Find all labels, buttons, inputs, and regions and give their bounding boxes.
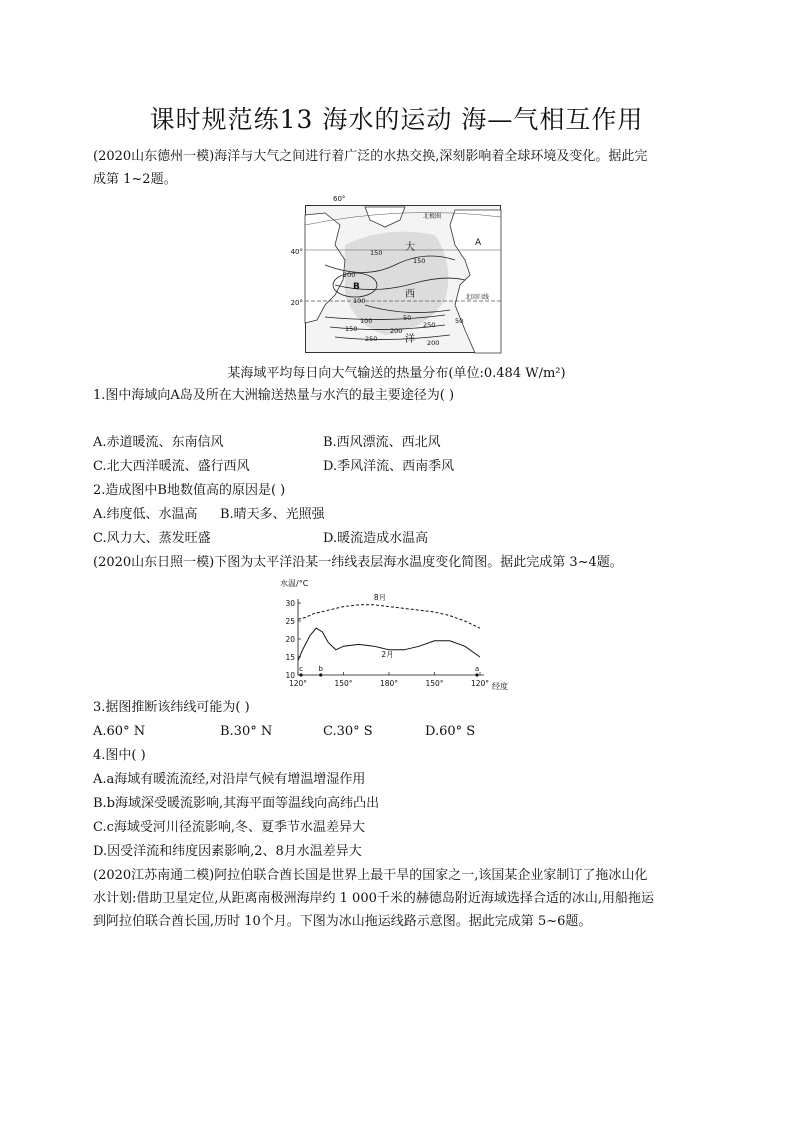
chart-x-tick-label: 120°	[288, 679, 308, 688]
chart-x-tick-label: 180°	[379, 679, 399, 688]
intro-3-line-2: 水计划:借助卫星定位,从距离南极洲海岸约 1 000千米的赫德岛附近海域选择合适的冰山,用船拖运	[93, 891, 654, 906]
intro-3-line-3: 到阿拉伯联合酋长国,历时 10个月。下图为冰山拖运线路示意图。据此完成第 5~6题。	[93, 914, 592, 929]
intro-1-line-1: (2020山东德州一模)海洋与大气之间进行着广泛的水热交换,深刻影响着全球环境及变化。据此完	[93, 149, 648, 164]
contour-label: 150	[413, 257, 426, 265]
question-3-stem: 3.据图推断该纬线可能为( )	[93, 700, 250, 715]
chart-y-tick-label: 10	[285, 671, 295, 680]
intro-3-line-1: (2020江苏南通二模)阿拉伯联合酋长国是世界上最干旱的国家之一,该国某企业家制订了拖冰山化	[93, 868, 648, 883]
sea-temperature-chart	[280, 577, 520, 695]
label-b: B	[353, 282, 360, 292]
q3-option-c: C.30° S	[323, 724, 373, 739]
question-1-stem: 1.图中海域向A岛及所在大洲输送热量与水汽的最主要途径为( )	[93, 388, 455, 403]
lat-60-label: 60°	[333, 195, 346, 203]
contour-label: 150	[345, 325, 358, 333]
chart-x-axis-label: 经度	[492, 682, 508, 691]
q2-option-c: C.风力大、蒸发旺盛	[93, 531, 211, 546]
contour-label: 200	[390, 327, 403, 335]
label-xi: 西	[405, 289, 415, 300]
contour-label: 250	[423, 321, 436, 329]
intro-2: (2020山东日照一模)下图为太平洋沿某一纬线表层海水温度变化简图。据此完成第 3~4题。	[93, 555, 623, 570]
arctic-circle-label: 北极圈	[423, 213, 442, 220]
q4-option-a: A.a海域有暖流流经,对沿岸气候有增温增湿作用	[93, 772, 366, 787]
chart-point-c	[299, 673, 302, 676]
chart-y-axis-label: 水温/°C	[280, 579, 309, 588]
contour-label: 200	[343, 271, 356, 279]
chart-y-tick-label: 20	[285, 635, 295, 644]
label-da: 大	[405, 242, 415, 253]
contour-label: 100	[353, 297, 366, 305]
chart-point-label-c: c	[299, 665, 303, 673]
chart-x-tick-label: 150°	[334, 679, 353, 688]
q2-option-d: D.暖流造成水温高	[323, 531, 429, 546]
contour-label: 200	[427, 339, 440, 347]
map-caption: 某海域平均每日向大气输送的热量分布(单位:0.484 W/m²)	[227, 366, 566, 381]
label-a: A	[475, 238, 482, 248]
chart-point-label-a: a	[474, 665, 480, 673]
q1-option-d: D.季风洋流、西南季风	[323, 459, 455, 474]
lat-40-label: 40°	[290, 248, 303, 256]
chart-point-b	[319, 673, 322, 676]
q4-option-b: B.b海域深受暖流影响,其海平面等温线向高纬凸出	[93, 796, 380, 811]
label-yang: 洋	[405, 334, 415, 345]
contour-label: 250	[365, 335, 378, 343]
chart-x-tick-label: 150°	[425, 679, 444, 688]
q1-option-b: B.西风漂流、西北风	[323, 435, 441, 450]
q2-option-a: A.纬度低、水温高	[93, 507, 198, 522]
chart-series-label: 2月	[381, 650, 394, 660]
heat-flux-map	[290, 195, 501, 353]
chart-y-tick-label: 15	[285, 653, 295, 662]
q1-option-a: A.赤道暖流、东南信风	[93, 435, 224, 450]
tropic-cancer-label: 北回归线	[465, 294, 490, 301]
q3-option-a: A.60° N	[93, 724, 146, 739]
q1-option-c: C.北大西洋暖流、盛行西风	[93, 459, 250, 474]
q3-option-b: B.30° N	[220, 724, 273, 739]
chart-x-tick-label: 120°	[470, 679, 490, 688]
q4-option-c: C.c海域受河川径流影响,冬、夏季节水温差异大	[93, 820, 366, 835]
contour-label: 100	[360, 317, 373, 325]
chart-series-line	[298, 605, 480, 628]
page-title: 课时规范练13 海水的运动 海—气相互作用	[149, 105, 644, 134]
lat-20-label: 20°	[290, 299, 303, 307]
contour-label: 50	[403, 314, 412, 322]
q4-option-d: D.因受洋流和纬度因素影响,2、8月水温差异大	[93, 844, 362, 859]
chart-y-tick-label: 30	[285, 599, 295, 608]
contour-label: 150	[370, 249, 383, 257]
q3-option-d: D.60° S	[425, 724, 476, 739]
contour-label: 50	[455, 317, 464, 325]
chart-series-label: 8月	[373, 592, 387, 602]
question-2-stem: 2.造成图中B地数值高的原因是( )	[93, 483, 286, 498]
chart-point-label-b: b	[318, 665, 323, 673]
question-4-stem: 4.图中( )	[93, 748, 146, 763]
intro-1-line-2: 成第 1~2题。	[93, 172, 177, 187]
q2-option-b: B.晴天多、光照强	[220, 507, 325, 522]
chart-y-tick-label: 25	[285, 617, 295, 626]
chart-point-a	[475, 673, 478, 676]
